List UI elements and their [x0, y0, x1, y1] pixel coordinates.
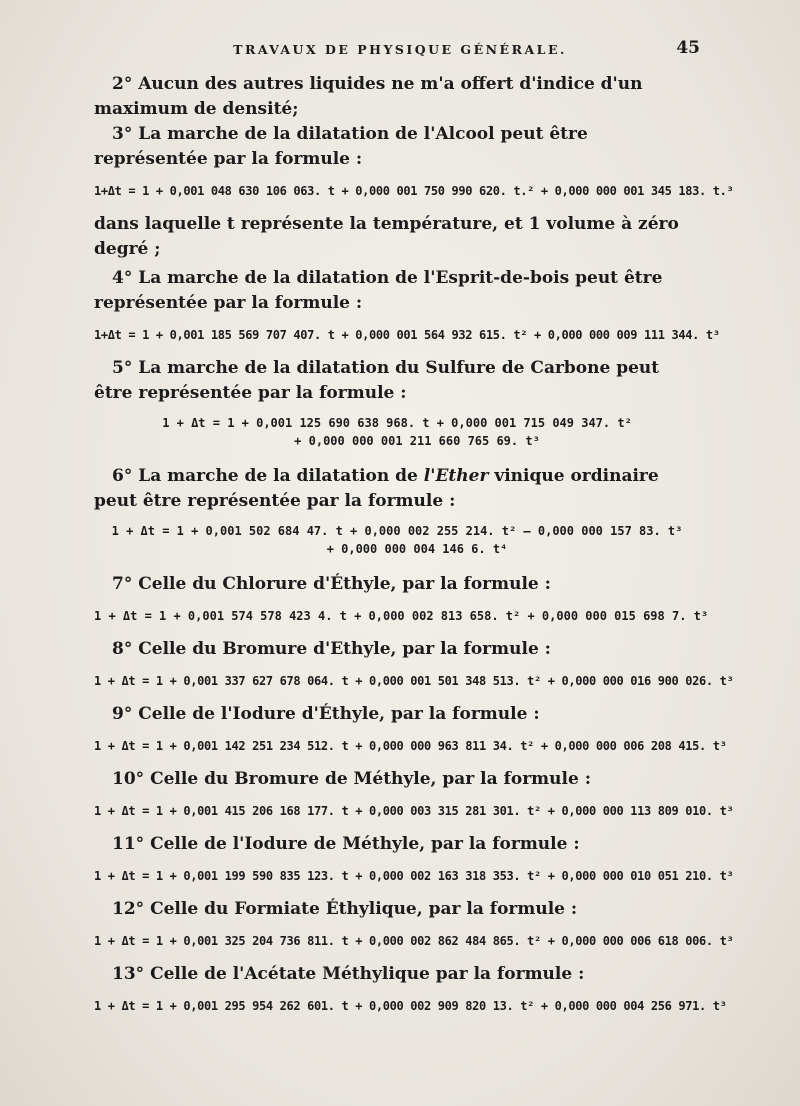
- running-title: TRAVAUX DE PHYSIQUE GÉNÉRALE.: [233, 42, 567, 57]
- item-8-title: 8° Celle du Bromure d'Ethyle, par la formule :: [112, 639, 551, 659]
- page-number: 45: [676, 38, 700, 58]
- item-3-title: 3° La marche de la dilatation de l'Alcool peut être représentée par la formule :: [94, 124, 588, 169]
- item-9-title: 9° Celle de l'Iodure d'Éthyle, par la formule :: [112, 704, 540, 724]
- item-6-formula-line-1: 1 + Δt = 1 + 0,001 502 684 47. t + 0,000 002 255 214. t² — 0,000 000 157 83. t³: [111, 524, 683, 538]
- item-9-formula: 1 + Δt = 1 + 0,001 142 251 234 512. t + 0,000 000 963 811 34. t² + 0,000 000 006 208 415. t³: [94, 739, 727, 753]
- item-4-formula: 1+Δt = 1 + 0,001 185 569 707 407. t + 0,000 001 564 932 615. t² + 0,000 000 009 111 344. t³: [94, 328, 720, 342]
- item-8-formula: 1 + Δt = 1 + 0,001 337 627 678 064. t + 0,000 001 501 348 513. t² + 0,000 000 016 900 026. t³: [94, 674, 734, 688]
- item-6-title-end: vinique ordinaire peut être représentée par la formule :: [94, 466, 659, 511]
- item-5-formula: [94, 414, 700, 450]
- item-6-title-start: 6° La marche de la dilatation de: [112, 466, 424, 486]
- item-13-formula: 1 + Δt = 1 + 0,001 295 954 262 601. t + 0,000 002 909 820 13. t² + 0,000 000 004 256 971. t³: [94, 999, 727, 1013]
- item-11-formula: 1 + Δt = 1 + 0,001 199 590 835 123. t + 0,000 002 163 318 353. t² + 0,000 000 010 051 210. t³: [94, 869, 734, 883]
- item-3-formula: 1+Δt = 1 + 0,001 048 630 106 063. t + 0,000 001 750 990 620. t.² + 0,000 000 001 345 183. t.³: [94, 184, 734, 198]
- item-6-formula: [94, 522, 700, 558]
- item-5-title: 5° La marche de la dilatation du Sulfure de Carbone peut être représentée par la formule :: [94, 358, 660, 403]
- item-2-text: 2° Aucun des autres liquides ne m'a offert d'indice d'un maximum de densité;: [94, 74, 643, 119]
- item-4-title: 4° La marche de la dilatation de l'Esprit-de-bois peut être représentée par la formule :: [94, 268, 663, 313]
- item-5-formula-line-2: + 0,000 000 001 211 660 765 69. t³: [294, 434, 540, 448]
- item-11-title: 11° Celle de l'Iodure de Méthyle, par la formule :: [112, 834, 580, 854]
- item-13-title: 13° Celle de l'Acétate Méthylique par la formule :: [112, 964, 585, 984]
- item-7-formula: 1 + Δt = 1 + 0,001 574 578 423 4. t + 0,000 002 813 658. t² + 0,000 000 015 698 7. t³: [94, 609, 709, 623]
- item-10-title: 10° Celle du Bromure de Méthyle, par la formule :: [112, 769, 591, 789]
- item-6-title: [94, 464, 700, 514]
- page-body: [94, 72, 734, 1027]
- item-12-title: 12° Celle du Formiate Éthylique, par la formule :: [112, 899, 578, 919]
- item-3-note: dans laquelle t représente la température, et 1 volume à zéro degré ;: [94, 214, 679, 259]
- item-7-title: 7° Celle du Chlorure d'Éthyle, par la formule :: [112, 574, 551, 594]
- item-12-formula: 1 + Δt = 1 + 0,001 325 204 736 811. t + 0,000 002 862 484 865. t² + 0,000 000 006 618 006. t³: [94, 934, 734, 948]
- item-5-formula-line-1: 1 + Δt = 1 + 0,001 125 690 638 968. t + 0,000 001 715 049 347. t²: [162, 416, 632, 430]
- item-6-title-ether: l'Ether: [423, 466, 489, 486]
- item-10-formula: 1 + Δt = 1 + 0,001 415 206 168 177. t + 0,000 003 315 281 301. t² + 0,000 000 113 809 010. t³: [94, 804, 734, 818]
- item-6-formula-line-2: + 0,000 000 004 146 6. t⁴: [326, 542, 508, 556]
- page-header: [0, 38, 800, 68]
